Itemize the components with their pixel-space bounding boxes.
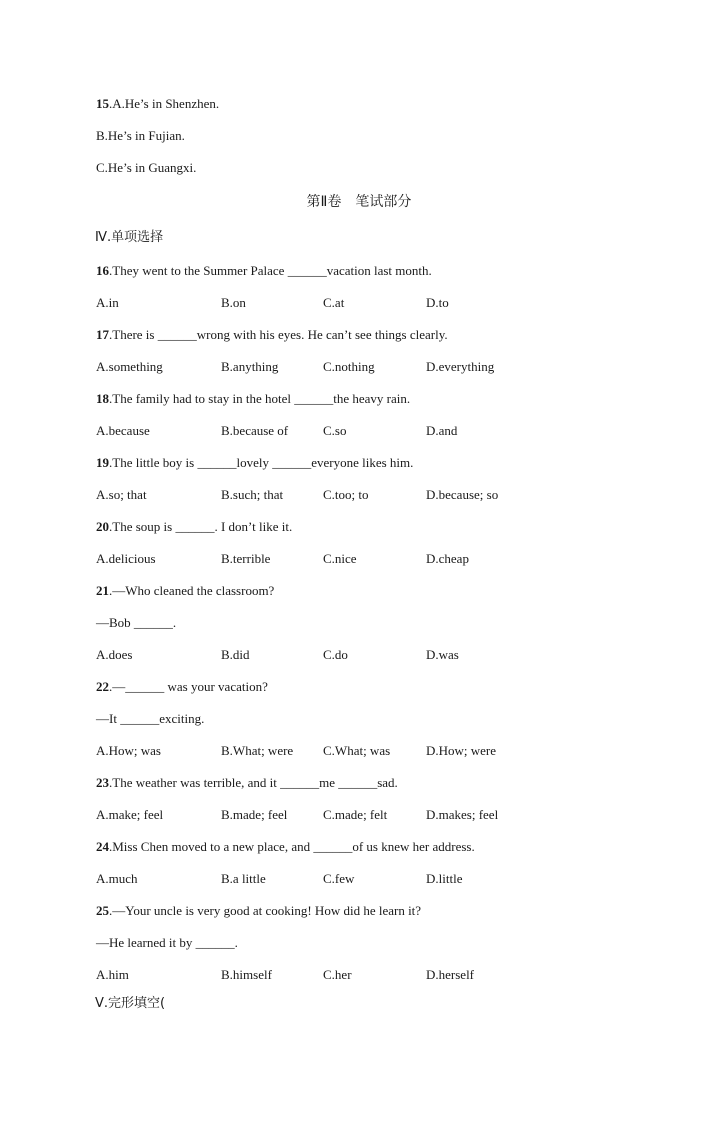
question-stem: .The weather was terrible, and it ______me ______sad. [109,775,398,790]
question-17-option-a[interactable]: A.something [96,359,163,374]
question-20-option-d[interactable]: D.cheap [426,551,469,566]
question-number: 21 [96,583,109,598]
question-19-option-b[interactable]: B.such; that [221,487,284,502]
question-22-option-c[interactable]: C.What; was [323,743,391,758]
question-15-option-c: C.He’s in Guangxi. [96,160,197,175]
question-18-option-d[interactable]: D.and [426,423,458,438]
section-5-heading: Ⅴ.完形填空( [95,996,166,1011]
question-20-option-a[interactable]: A.delicious [96,551,156,566]
question-25 [96,903,421,919]
question-stem: .The soup is ______. I don’t like it. [109,519,293,534]
question-25-response: —He learned it by ______. [96,935,238,950]
question-23-option-a[interactable]: A.make; feel [96,807,164,822]
question-20 [96,519,292,535]
question-25-option-d[interactable]: D.herself [426,967,475,982]
question-22-option-b[interactable]: B.What; were [221,743,294,758]
question-number: 16 [96,263,109,278]
question-24-option-a[interactable]: A.much [96,871,138,886]
part-2-title: 第Ⅱ卷 笔试部分 [306,194,412,210]
question-16-option-b[interactable]: B.on [221,295,246,310]
question-18 [96,391,410,407]
question-number: 15 [96,96,109,111]
question-stem: .The family had to stay in the hotel ______the heavy rain. [109,391,411,406]
question-25-option-a[interactable]: A.him [96,967,129,982]
question-number: 24 [96,839,109,854]
question-21-option-d[interactable]: D.was [426,647,459,662]
question-stem: .Miss Chen moved to a new place, and ______of us knew her address. [109,839,475,854]
question-stem: .There is ______wrong with his eyes. He can’t see things clearly. [109,327,448,342]
question-number: 23 [96,775,109,790]
question-21-option-a[interactable]: A.does [96,647,133,662]
question-22 [96,679,268,695]
question-16-option-d[interactable]: D.to [426,295,449,310]
question-24-option-d[interactable]: D.little [426,871,463,886]
question-21 [96,583,274,599]
question-21-option-c[interactable]: C.do [323,647,348,662]
question-number: 20 [96,519,109,534]
question-17 [96,327,448,343]
question-25-option-b[interactable]: B.himself [221,967,272,982]
question-stem: .They went to the Summer Palace ______vacation last month. [109,263,432,278]
question-17-option-b[interactable]: B.anything [221,359,279,374]
section-4-heading: Ⅳ.单项选择 [95,230,164,245]
question-number: 19 [96,455,109,470]
question-option-a: .A.He’s in Shenzhen. [109,96,220,111]
question-15 [96,96,219,112]
question-17-option-c[interactable]: C.nothing [323,359,375,374]
question-21-response: —Bob ______. [96,615,177,630]
question-16-option-c[interactable]: C.at [323,295,345,310]
question-stem: .—Your uncle is very good at cooking! How did he learn it? [109,903,422,918]
question-number: 25 [96,903,109,918]
question-19-option-c[interactable]: C.too; to [323,487,369,502]
question-15-option-b: B.He’s in Fujian. [96,128,185,143]
question-22-response: —It ______exciting. [96,711,205,726]
question-21-option-b[interactable]: B.did [221,647,250,662]
question-18-option-b[interactable]: B.because of [221,423,289,438]
question-stem: .—______ was your vacation? [109,679,268,694]
question-number: 18 [96,391,109,406]
question-19-option-d[interactable]: D.because; so [426,487,499,502]
question-25-option-c[interactable]: C.her [323,967,352,982]
question-16 [96,263,432,279]
question-number: 17 [96,327,109,342]
question-17-option-d[interactable]: D.everything [426,359,495,374]
question-24 [96,839,475,855]
question-19 [96,455,413,471]
question-20-option-c[interactable]: C.nice [323,551,357,566]
question-23-option-c[interactable]: C.made; felt [323,807,388,822]
question-24-option-c[interactable]: C.few [323,871,355,886]
question-18-option-c[interactable]: C.so [323,423,347,438]
question-20-option-b[interactable]: B.terrible [221,551,271,566]
question-22-option-d[interactable]: D.How; were [426,743,497,758]
question-16-option-a[interactable]: A.in [96,295,119,310]
question-23 [96,775,398,791]
question-number: 22 [96,679,109,694]
question-23-option-d[interactable]: D.makes; feel [426,807,499,822]
question-stem: .The little boy is ______lovely ______everyone likes him. [109,455,414,470]
question-19-option-a[interactable]: A.so; that [96,487,147,502]
question-18-option-a[interactable]: A.because [96,423,150,438]
question-23-option-b[interactable]: B.made; feel [221,807,288,822]
question-24-option-b[interactable]: B.a little [221,871,266,886]
question-stem: .—Who cleaned the classroom? [109,583,275,598]
question-22-option-a[interactable]: A.How; was [96,743,161,758]
